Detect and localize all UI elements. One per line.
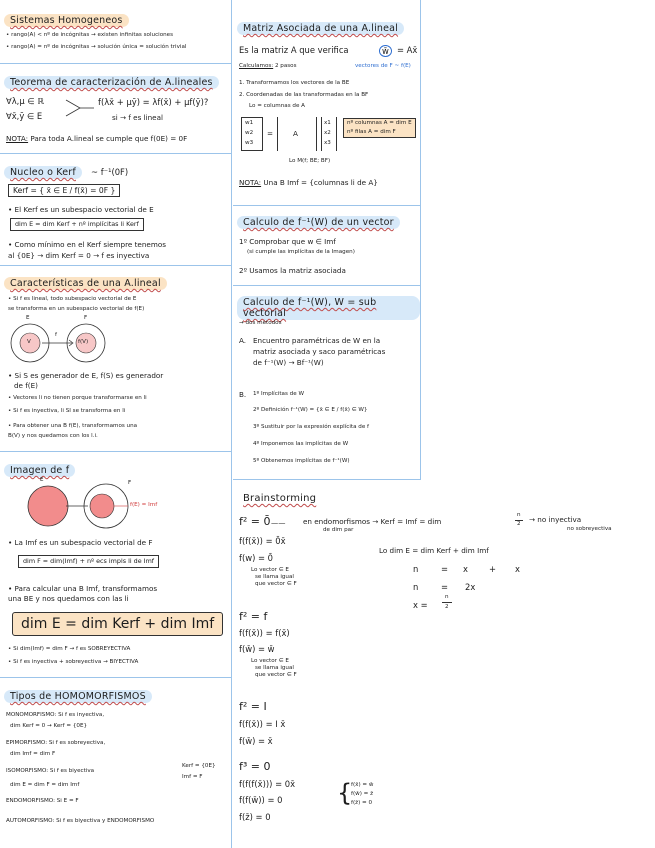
calc: + (489, 564, 497, 574)
diagram-label: V (27, 339, 31, 345)
note: se llama igual (255, 665, 294, 671)
equation: f(f(x̄)) = I x̄ (239, 719, 286, 729)
note: que vector ∈ F (255, 672, 297, 678)
calc: x (515, 564, 520, 574)
method-label: B. (239, 390, 247, 399)
calc: x = (413, 600, 428, 610)
text-line: • El Kerf es un subespacio vectorial de E (8, 205, 154, 214)
type-auto: AUTOMORFISMO: Si f es biyectiva y ENDOMORFISMO (6, 818, 155, 824)
text-line: • Si f es lineal, todo subespacio vectorial de E (8, 296, 137, 302)
method-step: 2º Definición f⁻¹(W) = {x̄ ∈ E / f(x̄) ∈ W} (253, 407, 368, 413)
nota (239, 178, 378, 187)
text-line: • rango(A) = nº de incógnitas → solución única = solución trivial (6, 44, 187, 50)
calc: = (441, 582, 449, 592)
step: 1. Transformamos los vectores de la BE (239, 80, 350, 86)
type-iso-imf: Imf = F (182, 774, 203, 780)
step: 2º Usamos la matriz asociada (239, 266, 346, 275)
matrix-entry: x3 (324, 140, 331, 146)
calc: n (413, 582, 419, 592)
intro: → dos métodos (239, 320, 282, 326)
nota-text: Una B Imf = {columnas li de A} (263, 178, 378, 187)
dims-cols: nº columnas A = dim E (347, 120, 412, 126)
equation: f(w) = 0̄ (239, 553, 274, 563)
section-teorema (0, 64, 231, 154)
equation: f(w̄) = w̄ (239, 644, 275, 654)
left-column (0, 0, 232, 848)
text-line: • Si f es inyectiva + sobreyectiva → BIYECTIVA (8, 659, 139, 665)
section-nucleo (0, 154, 231, 266)
type-iso-detail: dim E = dim F = dim Imf (10, 782, 80, 788)
text-line: • Para calcular una B Imf, transformamos (8, 584, 158, 593)
calc: = (441, 564, 449, 574)
equation: f² = f (239, 610, 268, 623)
section-calculo-vector (233, 206, 421, 286)
equation: f(f(w̄)) = 0 (239, 795, 283, 805)
condition: ∀x̄,ȳ ∈ E (6, 111, 43, 121)
section-title: Brainstorming (243, 493, 317, 504)
matrix-a: A (293, 129, 298, 138)
text-line: • rango(A) < nº de incógnitas → existen infinitas soluciones (6, 32, 174, 38)
matrix-entry: x2 (324, 130, 331, 136)
note: Lo vector ∈ E (251, 658, 289, 664)
equation: f(w̄) = x̄ (239, 736, 273, 746)
equation: f(f(x̄)) = 0̄x̄ (239, 536, 286, 546)
condition: ∀λ,μ ∈ ℝ (6, 96, 44, 106)
equation: f³ = 0 (239, 760, 271, 773)
right-column (233, 0, 655, 848)
definition-box: Kerf = { x̄ ∈ E / f(x̄) = 0F } (8, 184, 120, 197)
text-line: • Como mínimo en el Kerf siempre tenemos (8, 240, 166, 249)
note: que vector ∈ F (255, 581, 297, 587)
text-line: se transforma en un subespacio vectorial de f(E) (8, 306, 145, 312)
diagram-label: f(E) = Imf (130, 502, 158, 508)
fraction-den: 2 (445, 604, 449, 610)
text-line: B(V) y nos quedamos con los l.i. (8, 433, 98, 439)
calc: n (413, 564, 419, 574)
nota (6, 134, 187, 143)
method-line: de f⁻¹(W) → Bf⁻¹(W) (253, 358, 324, 367)
note: se llama igual (255, 574, 294, 580)
text-line: al {0E} → dim Kerf = 0 → f es inyectiva (8, 251, 150, 260)
step: 2. Coordenadas de las transformadas en la BF (239, 92, 369, 98)
type-iso: ISOMORFISMO: Si f es biyectiva (6, 768, 95, 774)
calc-text: 2 pasos (274, 63, 297, 69)
fraction-den: 2 (517, 521, 521, 527)
method-step: 1º Implícitas de W (253, 391, 304, 397)
section-title: Nucleo o Kerf (4, 166, 82, 179)
type-epi-detail: dim Imf = dim F (10, 751, 56, 757)
equation: = Ax̄ (397, 45, 418, 55)
fraction-bar (442, 602, 452, 603)
section-brainstorming (233, 480, 655, 848)
note: Lo vector ∈ E (251, 567, 289, 573)
equation: f² = 0̄ (239, 515, 271, 528)
step: Lo = columnas de A (249, 103, 305, 109)
method-line: Encuentro paramétricas de W en la (253, 336, 381, 345)
calc: x (463, 564, 468, 574)
section-title: Imagen de f (4, 464, 75, 477)
section-title: Calculo de f⁻¹(W) de un vector (237, 216, 400, 229)
calc-label: Calculamos: (239, 63, 274, 69)
text-line: • Si dim(Imf) = dim F → f es SOBREYECTIVA (8, 646, 131, 652)
nota-text: Para toda A.lineal se cumple que f(0E) = 0F (30, 134, 188, 143)
method-step: 5º Obtenemos implícitas de f⁻¹(W) (253, 458, 350, 464)
section-imagen (0, 452, 231, 678)
formula: f(λx̄ + μȳ) = λf(x̄) + μf(ȳ)? (98, 97, 209, 107)
fraction-num: n (445, 594, 449, 600)
method-step: 4º Imponemos las implícitas de W (253, 441, 349, 447)
section-matriz-content (233, 0, 421, 206)
section-title: Características de una A.lineal (4, 277, 167, 290)
result: si → f es lineal (112, 113, 163, 122)
type-epi: EPIMORFISMO: Si f es sobreyectiva, (6, 740, 106, 746)
calc: 2x (465, 582, 476, 592)
title-extra: ~ f⁻¹(0F) (91, 167, 129, 177)
nota-label: NOTA: (239, 178, 262, 187)
text-line: una BE y nos quedamos con las li (8, 594, 129, 603)
mapping-diagram (10, 322, 110, 364)
equation: f(f(f(x̄))) = 0x̄ (239, 779, 296, 789)
section-tipos (0, 678, 231, 848)
diagram-label: f (55, 332, 57, 338)
method-label: A. (239, 336, 247, 345)
section-title: Calculo de f⁻¹(W), W = sub vectorial (237, 296, 420, 320)
equation: f² = I (239, 700, 267, 713)
arrow-text: → no inyectiva (529, 515, 582, 524)
key-formula-box: dim E = dim Kerf + dim Imf (12, 612, 223, 636)
type-endo: ENDOMORFISMO: Si E = F (6, 798, 79, 804)
method-step: 3º Sustituir por la expresión explícita de f (253, 424, 370, 430)
equation: f(f(x̄)) = f(x̄) (239, 628, 290, 638)
section-title: Teorema de caracterización de A.lineales (4, 76, 219, 89)
fraction-num: n (517, 512, 521, 518)
w-vector: w̄ (379, 45, 392, 57)
type-mono: MONOMORFISMO: Si f es inyectiva, (6, 712, 105, 718)
dims-rows: nº filas A = dim F (347, 129, 396, 135)
calc-line (239, 63, 297, 70)
equation: f(z̄) = 0 (239, 812, 271, 822)
arrow-icon (66, 98, 96, 118)
matrix-entry: x1 (324, 120, 331, 126)
text-line: • Para obtener una B f(E), transformamos una (8, 423, 138, 429)
note: de dim par (323, 527, 354, 533)
diagram-label: f(V) (78, 339, 89, 345)
nota-label: NOTA: (6, 134, 29, 143)
matrix-label: Lo M(f; BE; BF) (289, 158, 331, 164)
type-iso-kerf: Kerf = {0E} (182, 763, 216, 769)
type-mono-detail: dim Kerf = 0 → Kerf = {0E} (10, 723, 88, 729)
matrix-entry: w1 (245, 120, 254, 126)
dash: —— (271, 518, 286, 527)
diagram-label: F (128, 480, 132, 486)
matrix-entry: w2 (245, 130, 254, 136)
text-line: • Si f es inyectiva, li SI se transforma en li (8, 408, 126, 414)
section-title: Tipos de HOMOMORFISMOS (4, 690, 152, 703)
section-sistemas-homogeneos (0, 0, 231, 64)
dims-box (343, 118, 416, 138)
note: no sobreyectiva (567, 526, 612, 532)
formula-box: dim F = dim(Imf) + nº ecs impls li de Imf (18, 555, 159, 568)
equation-text: en endomorfismos → Kerf = Imf = dim (303, 517, 442, 526)
result: Lo dim E = dim Kerf + dim Imf (379, 546, 489, 555)
step: 1º Comprobar que w ∈ Imf (239, 237, 336, 246)
system-eq: f(x̄) = w̄ (351, 782, 374, 788)
text-line: • Vectores li no tienen porque transformarse en li (8, 395, 147, 401)
text-line: Es la matriz A que verifica (239, 45, 349, 55)
vectors-note: vectores de F ~ f(E) (355, 63, 411, 69)
diagram-label: E (40, 477, 44, 483)
text-line: • Si S es generador de E, f(S) es generador (8, 371, 164, 380)
system-eq: f(w̄) = z̄ (351, 791, 374, 797)
equals-sign: = (267, 129, 274, 138)
diagram-label: F (84, 315, 88, 321)
system-eq: f(z̄) = 0 (351, 800, 373, 806)
text-line: de f(E) (14, 381, 38, 390)
brace: { (337, 779, 353, 807)
section-calculo-sub (233, 286, 421, 480)
diagram-label: E (26, 315, 30, 321)
formula-box: dim E = dim Kerf + nº implícitas li Kerf (10, 218, 144, 231)
section-title: Sistemas Homogeneos (4, 14, 129, 27)
step-note: (si cumple las implícitas de la Imagen) (247, 249, 355, 255)
method-line: matriz asociada y saco paramétricas (253, 347, 386, 356)
section-title: Matriz Asociada de una A.lineal (237, 22, 404, 35)
section-caracteristicas (0, 266, 231, 452)
text-line: • La Imf es un subespacio vectorial de F (8, 538, 153, 547)
matrix-entry: w3 (245, 140, 254, 146)
